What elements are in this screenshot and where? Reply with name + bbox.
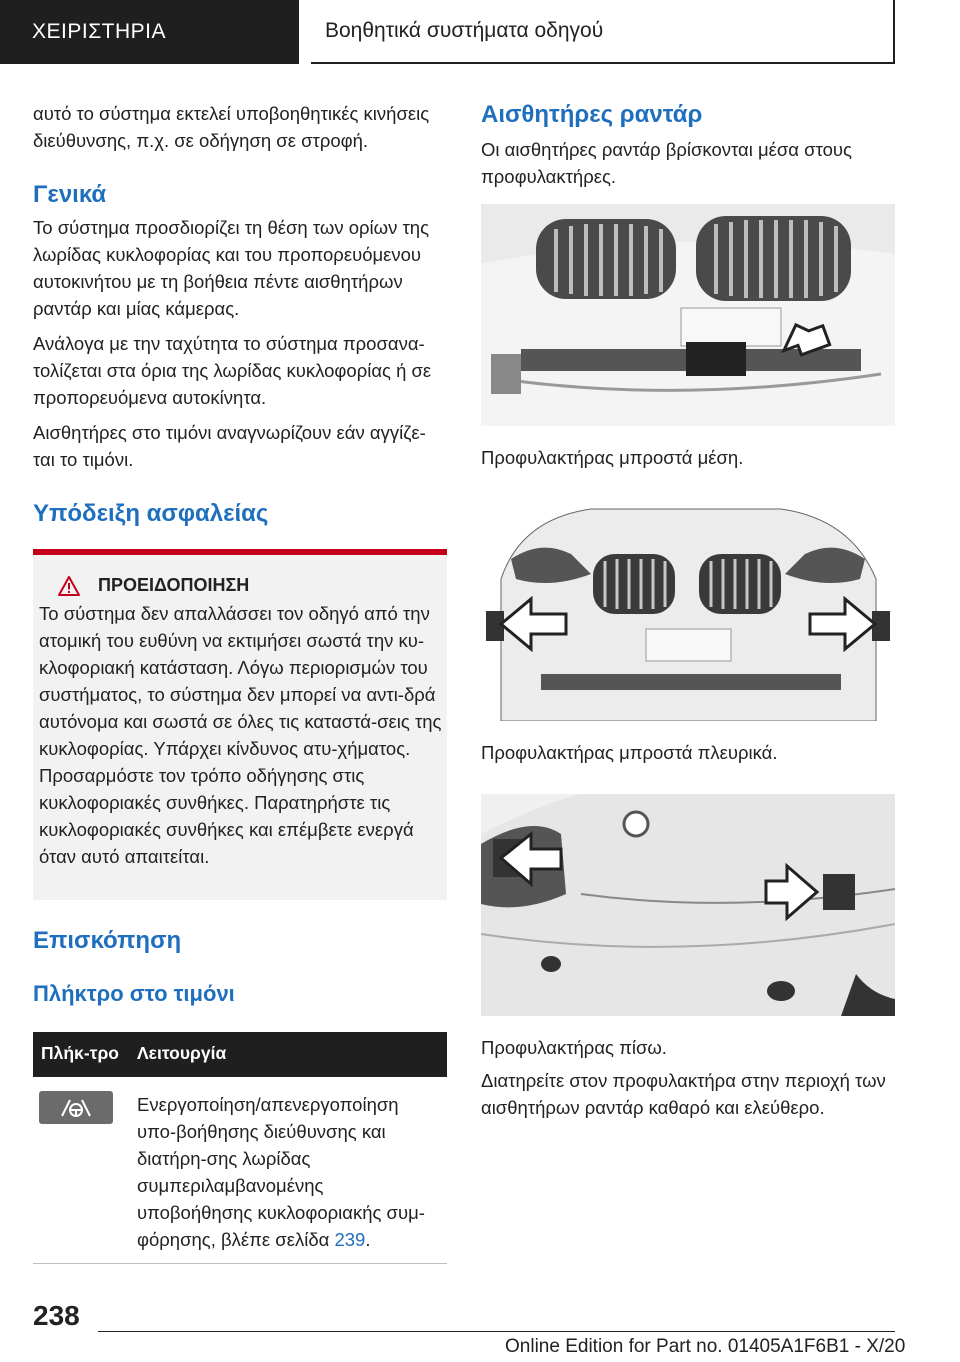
overview-heading: Επισκόπηση	[33, 927, 182, 954]
general-heading: Γενικά	[33, 181, 107, 208]
safety-heading: Υπόδειξη ασφαλείας	[33, 500, 269, 527]
column-key-header: Πλήκ-τρο	[33, 1032, 129, 1077]
function-cell	[129, 1077, 447, 1264]
key-cell	[33, 1077, 129, 1264]
function-text-end: .	[365, 1229, 371, 1250]
steering-assist-button-icon	[39, 1091, 113, 1124]
caption-front-side: Προφυλακτήρας μπροστά πλευρικά.	[481, 742, 778, 763]
caption-front-center: Προφυλακτήρας μπροστά μέση.	[481, 447, 744, 468]
intro-paragraph: αυτό το σύστημα εκτελεί υποβοηθητικές κινήσεις διεύθυνσης, π.χ. σε οδήγηση σε στροφή.	[33, 103, 430, 151]
front-side-bumper-photo	[481, 499, 895, 721]
section-tab	[0, 0, 299, 64]
caption-rear: Προφυλακτήρας πίσω.	[481, 1037, 667, 1058]
general-paragraph-2: Ανάλογα με την ταχύτητα το σύστημα προσανα-τολίζεται στα όρια της λωρίδας κυκλοφορίας ή σε προπορευόμενα αυτοκίνητα.	[33, 333, 432, 408]
footer-rule	[98, 1331, 895, 1332]
table-row	[33, 1077, 447, 1264]
left-column	[33, 100, 447, 1264]
rear-bumper-photo	[481, 794, 895, 1016]
section-title: ΧΕΙΡΙΣΤΗΡΙΑ	[32, 20, 167, 43]
wheel-button-heading: Πλήκτρο στο τιμόνι	[33, 981, 235, 1006]
warning-text: Το σύστημα δεν απαλλάσσει τον οδηγό από την ατομική του ευθύνη να εκτιμήσει σωστά την κυ-κλοφοριακή κατάσταση. Λόγω περιορισμών του συστήματος, το σύστημα δεν μπορεί να αντι-δρά αυτόνομα και σωστά σε όλες τις καταστά-σεις της κυκλοφορίας. Υπάρχει κίνδυνος ατυ-χήματος. Προσαρμόστε τον τρόπο οδήγησης στις κυκλοφοριακές συνθήκες. Παρατηρήστε τις κυκλοφοριακές συνθήκες και επέμβετε ενεργά όταν αυτό απαιτείται.	[39, 603, 442, 867]
function-table	[33, 1032, 447, 1264]
warning-title-row	[33, 575, 447, 596]
radar-heading: Αισθητήρες ραντάρ	[481, 101, 703, 128]
edition-text: Online Edition for Part no. 01405A1F6B1 - X/20	[505, 1336, 906, 1357]
function-text: Ενεργοποίηση/απενεργοποίηση υπο-βοήθησης διεύθυνσης και διατήρη-σης λωρίδας συμπεριλαμβανομένης υποβοήθησης κυκλοφοριακής συμ-φόρησης, βλέπε σελίδα	[137, 1094, 425, 1250]
general-paragraph-3: Αισθητήρες στο τιμόνι αναγνωρίζουν εάν αγγίζε-ται το τιμόνι.	[33, 422, 426, 470]
front-center-bumper-photo	[481, 204, 895, 426]
right-column	[481, 100, 895, 1121]
page-number: 238	[33, 1300, 80, 1331]
warning-triangle-icon	[58, 576, 80, 596]
chapter-tab	[311, 0, 895, 64]
chapter-title: Βοηθητικά συστήματα οδηγού	[325, 19, 604, 42]
table-header-row	[33, 1032, 447, 1077]
warning-title: ΠΡΟΕΙΔΟΠΟΙΗΣΗ	[98, 575, 250, 595]
column-function-header: Λειτουργία	[129, 1032, 447, 1077]
warning-box	[33, 555, 447, 900]
page-link[interactable]: 239	[334, 1229, 366, 1250]
closing-paragraph: Διατηρείτε στον προφυλακτήρα στην περιοχή των αισθητήρων ραντάρ καθαρό και ελεύθερο.	[481, 1070, 886, 1118]
general-paragraph-1: Το σύστημα προσδιορίζει τη θέση των ορίων της λωρίδας κυκλοφορίας και του προπορευόμενου αυτοκινήτου με τη βοήθεια πέντε αισθητήρων ραντάρ και μίας κάμερας.	[33, 217, 429, 319]
radar-intro: Οι αισθητήρες ραντάρ βρίσκονται μέσα στους προφυλακτήρες.	[481, 139, 852, 187]
